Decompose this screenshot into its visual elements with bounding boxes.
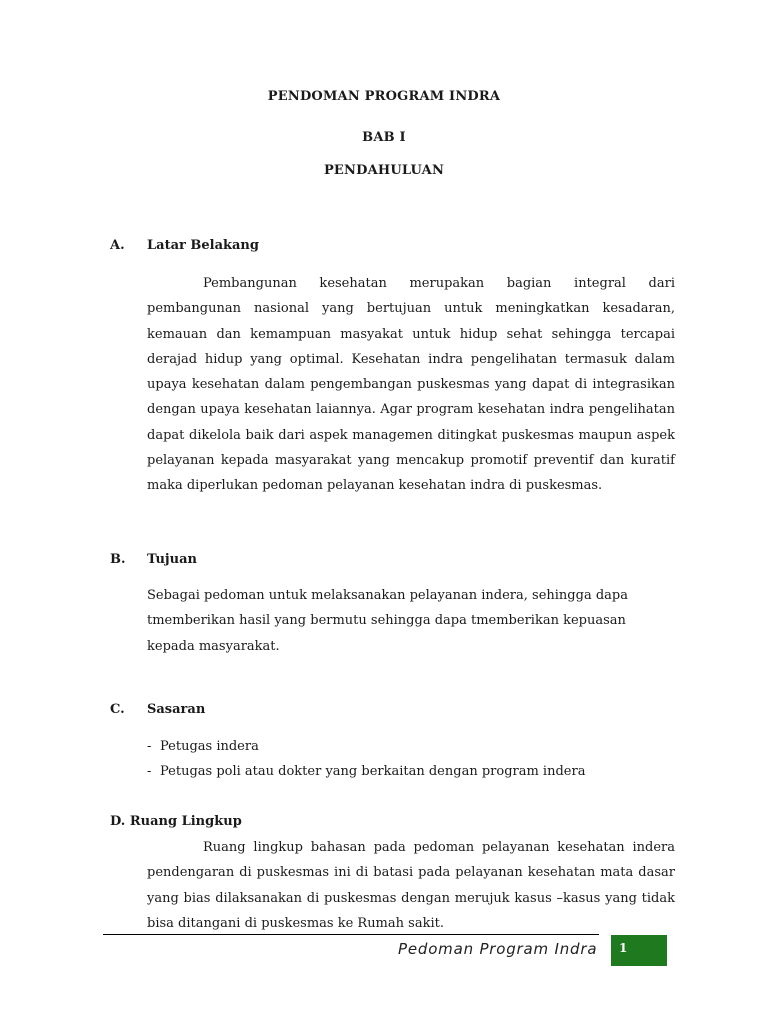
section-letter: B.: [110, 552, 126, 567]
list-item: - Petugas poli atau dokter yang berkaitan dengan program indera: [147, 764, 586, 779]
sasaran-list: [147, 734, 675, 784]
page-number: 1: [619, 941, 628, 955]
paragraph-ruang-lingkup: Ruang lingkup bahasan pada pedoman pelayanan kesehatan indera pendengaran di puskesmas ini di batasi pada pelayanan kesehatan mata dasar yang bias dilaksanakan di puskesmas dengan merujuk kasus –kasus yang tidak bisa ditangani di puskesmas ke Rumah sakit.: [147, 840, 675, 931]
list-item: - Petugas indera: [147, 739, 259, 754]
paragraph-tujuan: Sebagai pedoman untuk melaksanakan pelayanan indera, sehingga dapa tmemberikan hasil yang bermutu sehingga dapa tmemberikan kepuasan kepada masyarakat.: [147, 588, 628, 654]
chapter-title: PENDAHULUAN: [323, 163, 445, 178]
section-letter: C.: [110, 702, 125, 717]
paragraph-latar-belakang: Pembangunan kesehatan merupakan bagian integral dari pembangunan nasional yang bertujuan untuk meningkatkan kesadaran, kemauan dan kemampuan masyakat untuk hidup sehat sehingga tercapai derajad hidup yang optimal. Kesehatan indra pengelihatan termasuk dalam upaya kesehatan dalam pengembangan puskesmas yang dapat di integrasikan dengan upaya kesehatan laiannya. Agar program kesehatan indra pengelihatan dapat dikelola baik dari aspek managemen ditingkat puskesmas maupun aspek pelayanan kepada masyarakat yang mencakup promotif preventif dan kuratif maka diperlukan pedoman pelayanan kesehatan indra di puskesmas.: [147, 276, 675, 494]
chapter-label: BAB I: [362, 130, 406, 145]
section-title: Tujuan: [147, 552, 197, 567]
section-heading-d: D. Ruang Lingkup: [110, 814, 242, 829]
section-title: Sasaran: [147, 702, 206, 717]
section-letter: A.: [110, 238, 125, 253]
page-number-badge: [611, 935, 667, 966]
footer-title: Pedoman Program Indra: [398, 940, 598, 958]
document-title: PENDOMAN PROGRAM INDRA: [267, 89, 501, 104]
section-title: Latar Belakang: [147, 238, 259, 253]
footer-divider: [103, 934, 599, 935]
